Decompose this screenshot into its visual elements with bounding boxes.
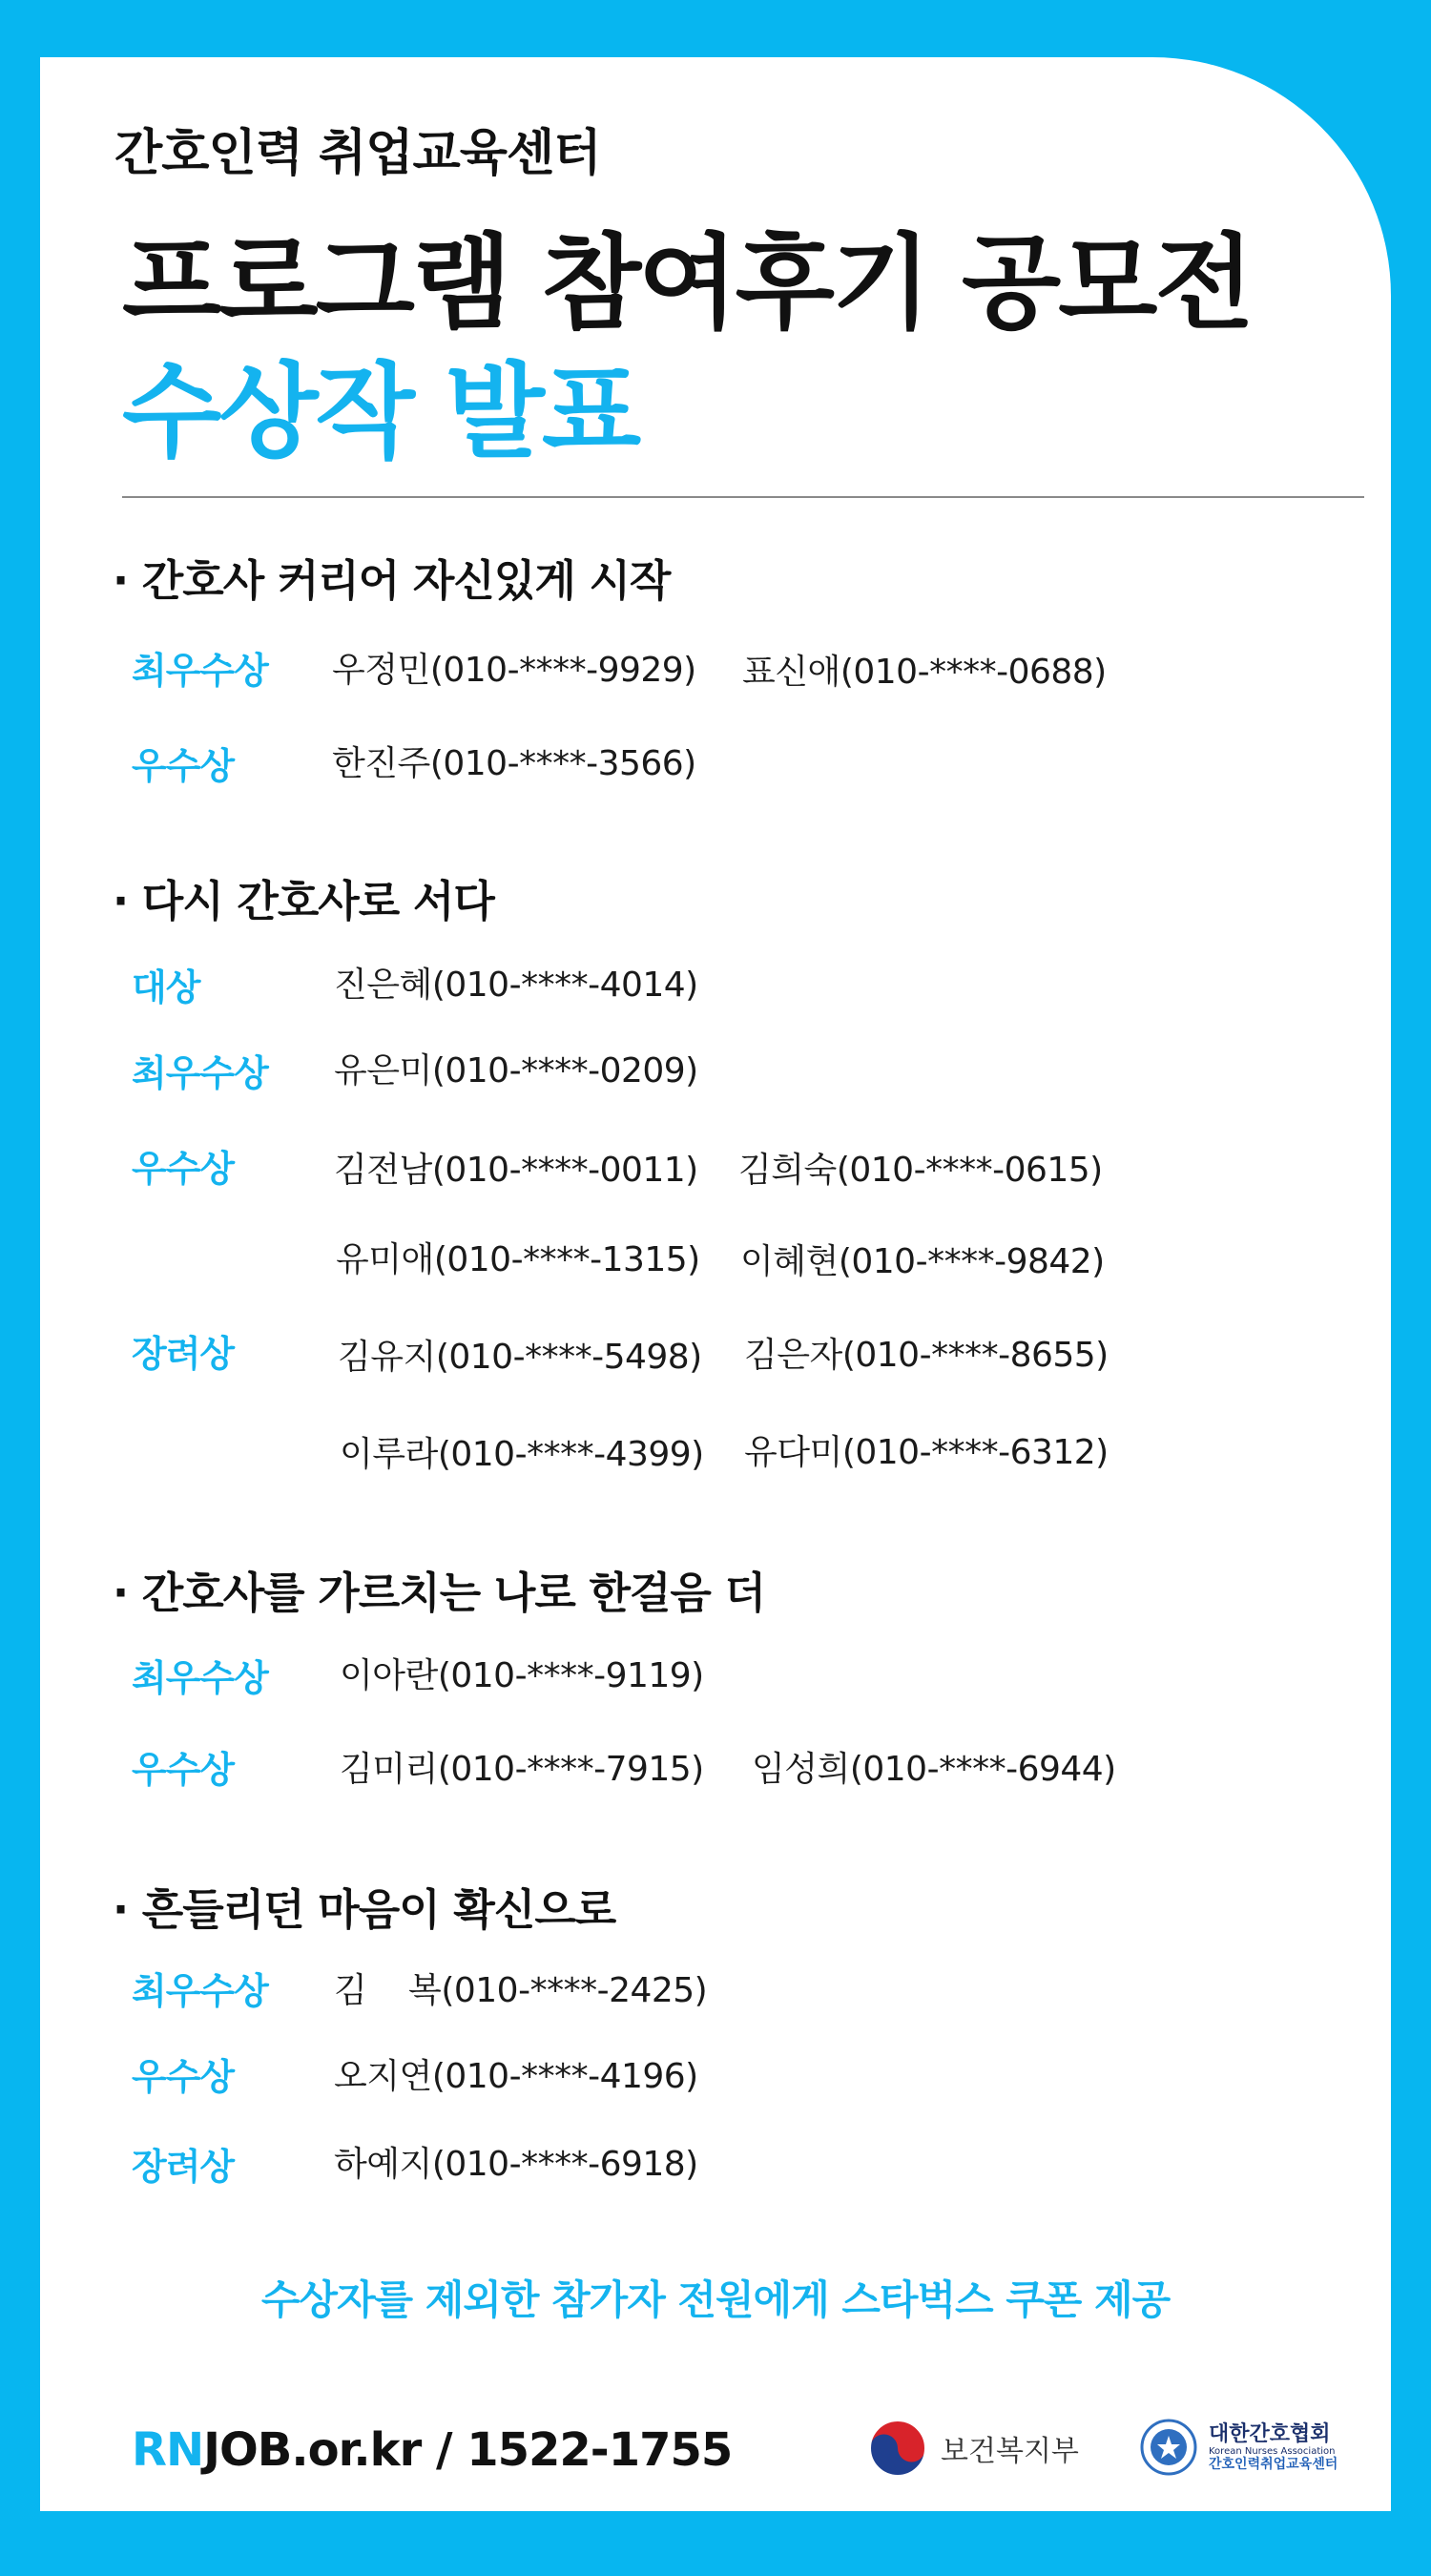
award-label: 우수상 bbox=[132, 745, 235, 787]
winner-name: 김 복(010-****-2425) bbox=[334, 1971, 708, 2010]
winner-name: 이루라(010-****-4399) bbox=[340, 1435, 704, 1474]
winner-name: 이아란(010-****-9119) bbox=[340, 1656, 704, 1695]
winner-name: 오지연(010-****-4196) bbox=[334, 2057, 698, 2096]
ministry-logo bbox=[868, 2419, 1079, 2478]
kna-center-name: 간호인력취업교육센터 bbox=[1209, 2457, 1338, 2473]
kna-seal-icon bbox=[1140, 2419, 1197, 2476]
page-title: 프로그램 참여후기 공모전 bbox=[122, 224, 1252, 343]
kna-name: 대한간호협회 bbox=[1209, 2421, 1331, 2446]
site-prefix: RN bbox=[132, 2423, 204, 2477]
site-and-phone bbox=[132, 2423, 732, 2477]
award-label: 최우수상 bbox=[132, 1970, 268, 2012]
winner-name: 한진주(010-****-3566) bbox=[332, 744, 696, 783]
winner-name: 김은자(010-****-8655) bbox=[744, 1336, 1109, 1375]
award-label: 장려상 bbox=[132, 1333, 235, 1375]
award-label: 최우수상 bbox=[132, 1052, 268, 1094]
award-label: 우수상 bbox=[132, 1749, 235, 1791]
award-label: 최우수상 bbox=[132, 650, 268, 692]
winner-name: 표신애(010-****-0688) bbox=[742, 653, 1107, 692]
kna-logo bbox=[1140, 2419, 1338, 2476]
winner-name: 우정민(010-****-9929) bbox=[332, 651, 696, 690]
award-label: 우수상 bbox=[132, 2056, 235, 2098]
award-label: 대상 bbox=[132, 966, 200, 1008]
winner-name: 유미애(010-****-1315) bbox=[336, 1240, 700, 1279]
divider bbox=[122, 496, 1364, 498]
winner-name: 김전남(010-****-0011) bbox=[334, 1151, 698, 1190]
award-label: 우수상 bbox=[132, 1148, 235, 1190]
section-title: · 간호사를 가르치는 나로 한걸음 더 bbox=[113, 1568, 766, 1618]
winner-name: 임성희(010-****-6944) bbox=[752, 1750, 1116, 1789]
section-title: · 간호사 커리어 자신있게 시작 bbox=[113, 555, 671, 606]
kna-english-name: Korean Nurses Association bbox=[1209, 2445, 1336, 2457]
winner-name: 유다미(010-****-6312) bbox=[744, 1433, 1109, 1472]
winner-name: 유은미(010-****-0209) bbox=[334, 1051, 698, 1091]
winner-name: 이혜현(010-****-9842) bbox=[740, 1242, 1105, 1281]
award-label: 최우수상 bbox=[132, 1657, 268, 1699]
winner-name: 하예지(010-****-6918) bbox=[334, 2145, 698, 2184]
section-title: · 흔들리던 마음이 확신으로 bbox=[113, 1884, 616, 1935]
winner-name: 김미리(010-****-7915) bbox=[340, 1750, 704, 1789]
winner-name: 김유지(010-****-5498) bbox=[338, 1338, 702, 1377]
ministry-name: 보건복지부 bbox=[941, 2435, 1079, 2468]
center-name: 간호인력 취업교육센터 bbox=[114, 125, 601, 182]
section-title: · 다시 간호사로 서다 bbox=[113, 876, 494, 926]
award-label: 장려상 bbox=[132, 2146, 235, 2188]
winner-name: 진은혜(010-****-4014) bbox=[334, 966, 698, 1005]
winner-name: 김희숙(010-****-0615) bbox=[738, 1151, 1103, 1190]
taegeuk-icon bbox=[868, 2419, 927, 2478]
coupon-notice: 수상자를 제외한 참가자 전원에게 스타벅스 쿠폰 제공 bbox=[260, 2276, 1171, 2323]
site-rest: JOB.or.kr / 1522-1755 bbox=[203, 2423, 733, 2477]
title-highlight: 수상작 발표 bbox=[122, 353, 639, 472]
